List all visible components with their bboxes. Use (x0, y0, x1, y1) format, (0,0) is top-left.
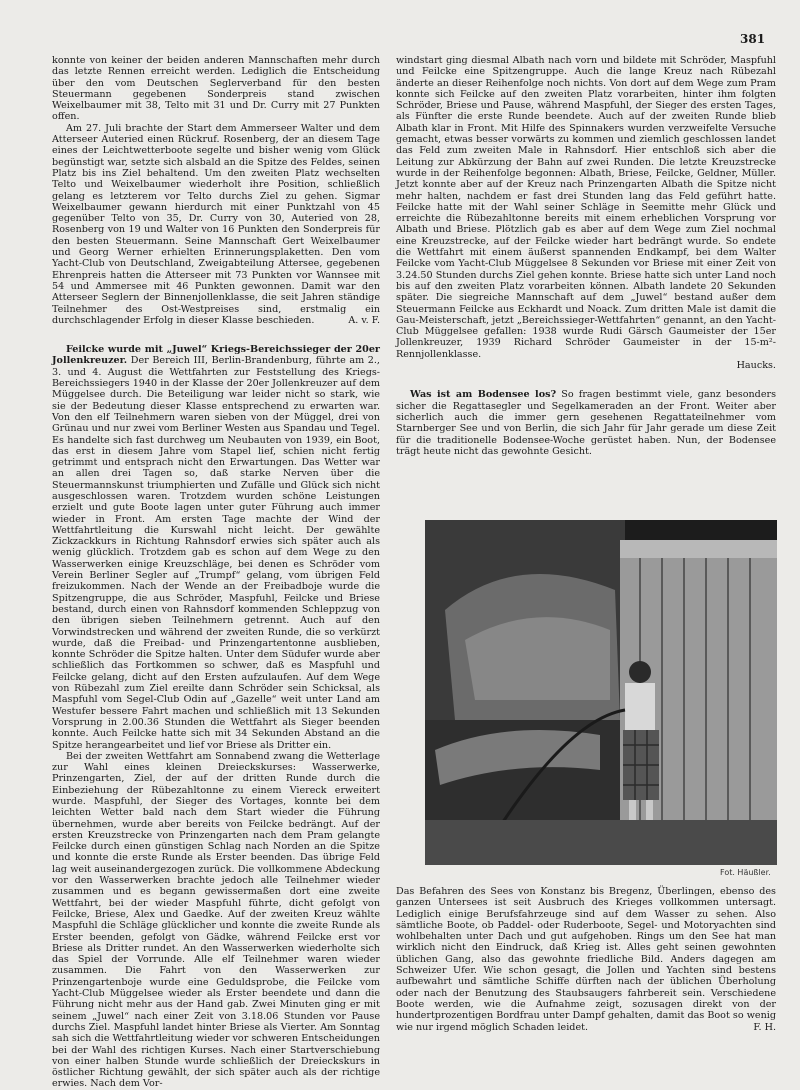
paragraph: Am 27. Juli brachte der Start dem Ammerseer Walter und dem Atterseer Auteried einen Rückruf. Rosenberg, der an diesem Tage eines der Leichtwetterboote segelte und bisher wenig vom Glück begünstigt war, setzte sich alsbald an die Spitze des Feldes, seinen Platz bis ins Ziel behaltend. Um den zweiten Platz wechselten Telto und Weixelbaumer wiederholt ihre Position, schließlich gelang es letzterem vor Telto durchs Ziel zu gehen. Sigmar Weixelbaumer gewann hierdurch mit einer Punktzahl von 45 gegenüber Telto von 35, Dr. Curry von 30, Auteried von 28, Rosenberg von 19 und Walter von 16 Punkten den Sonderpreis für den besten Steuermann. Seine Mannschaft Gert Weixelbaumer und Georg Werner erhielten Erinnerungsplaketten. Den vom Yacht-Club von Deutschland, Zweigabteilung Attersee, gegebenen Ehrenpreis hatten die Atterseer mit 73 Punkten vor Wannsee mit 54 und Ammersee mit 46 Punkten gewonnen. Damit war den Atterseer Seglern der Binnenjollenklasse, die seit Jahren ständige Teilnehmer des Ost-Westpreises sind, erstmalig ein durchschlagender Erfolg in dieser Klasse beschieden. A. v. F. (52, 122, 380, 326)
boathouse-photo (425, 520, 777, 865)
paragraph: Bei der zweiten Wettfahrt am Sonnabend zwang die Wetterlage zur Wahl eines kleinen Dreieckskurses: Wasserwerke, Prinzengarten, Ziel, der auf der dritten Runde durch die Einbeziehung der Rübezahltonne zu einem Viereck erweitert wurde. Maspfuhl, der Sieger des Vortages, konnte bei dem leichten Wetter bald nach dem Start wieder die Führung übernehmen, wurde aber bereits von Feilcke bedrängt. Auf der ersten Kreuzstrecke von Prinzengarten nach dem Pram gelangte Feilcke durch einen günstigen Schlag nach Norden an die Spitze und konnte die erste Runde als Erster beenden. Das übrige Feld lag weit auseinandergezogen zurück. Die vollkommene Abdeckung vor den Wasserwerken brachte jedoch alle Teilnehmer wieder zusammen und es begann gewissermaßen dort eine zweite Wettfahrt, bei der wieder Maspfuhl führte, dicht gefolgt von Feilcke, Briese, Alex und Gaedke. Auf der zweiten Kreuz wählte Maspfuhl die Schläge glücklicher und konnte die zweite Runde als Erster beenden, gefolgt von Gädke, während Feilcke erst vor Briese als Dritter rundet. An den Wasserwerken wiederholte sich das Spiel der Vorrunde. Alle elf Teilnehmer waren wieder zusammen. Die Fahrt von den Wasserwerken zur Prinzengartenboje wurde eine Geduldsprobe, die Feilcke vom Yacht-Club Müggelsee wieder als Erster beendete und dann die Führung nicht mehr aus der Hand gab. Zwei Minuten ging er mit seinem „Juwel“ nach einer Zeit von 3.18.06 Stunden vor Pause durchs Ziel. Maspfuhl landet hinter Briese als Vierter. Am Sonntag sah sich die Wettfahrtleitung wieder vor schweren Entscheidungen bei der Wahl des richtigen Kurses. Nach einer Startverschiebung von einer halben Stunde wurde schließlich der Dreieckskurs in östlicher Richtung gewählt, der sich später auch als der richtige erwies. Nach dem Vor- (52, 750, 380, 1090)
article-heading: Feilcke wurde mit „Juwel“ Kriegs-Bereichssieger der 20er Jollenkreuzer. (52, 344, 380, 367)
author-signature: A. v. F. (348, 314, 380, 326)
author-signature: F. H. (753, 1021, 776, 1033)
paragraph: windstart ging diesmal Albath nach vorn und bildete mit Schröder, Maspfuhl und Feilcke eine Spitzengruppe. Auch die lange Kreuz nach Rübezahl änderte an dieser Reihenfolge noch nichts. Von dort auf dem Wege zum Pram konnte sich Feilcke auf den zweiten Platz vorarbeiten, hinter ihm folgten Schröder, Briese und Pause, während Maspfuhl, der Sieger des ersten Tages, als Fünfter die erste Runde beendete. Auch auf der zweiten Runde blieb Albath klar in Front. Mit Hilfe des Spinnakers wurden verzweifelte Versuche gemacht, etwas besser vorwärts zu kommen und ziemlich geschlossen landet das Feld zum zweiten Male in Rahnsdorf. Hier entschloß sich aber die Leitung zur Abkürzung der Bahn auf zwei Runden. Die letzte Kreuzstrecke wurde in der Reihenfolge begonnen: Albath, Briese, Feilcke, Geldner, Müller. Jetzt konnte aber auf der Kreuz nach Prinzengarten Albath die Spitze nicht mehr halten, nachdem er fast drei Stunden lang das Feld geführt hatte. Feilcke hatte mit der Wahl seiner Schläge in Seemitte mehr Glück und erreichte die Rübezahltonne bereits mit einem erheblichen Vorsprung vor Albath und Briese. Plötzlich gab es aber auf dem Wege zum Ziel nochmal eine Kreuzstrecke, auf der Feilcke wieder hart bedrängt wurde. So endete die Wettfahrt mit einem äußerst spannenden Endkampf, bei dem Walter Feilcke vom Yacht-Club Müggelsee 8 Sekunden vor Briese mit einer Zeit von 3.24.50 Stunden durchs Ziel gehen konnte. Briese hatte sich unter Land noch bis auf den zweiten Platz vorarbeiten können. Albath landete 20 Sekunden später. Die siegreiche Mannschaft auf dem „Juwel“ bestand außer dem Steuermann Feilcke aus Eckhardt und Noack. Zum dritten Male ist damit die Gau-Meisterschaft, jetzt „Bereichssieger-Wettfahrten“ genannt, an den Yacht-Club Müggelsee gefallen: 1938 wurde Rudi Gärsch Gaumeister der 15er Jollenkreuzer, 1939 Richard Schröder Gaumeister in der 15-m²-Rennjollenklasse. (396, 55, 776, 360)
photo-credit: Fot. Häußler. (720, 868, 771, 877)
paragraph: Das Befahren des Sees von Konstanz bis Bregenz, Überlingen, ebenso des ganzen Untersees ist seit Ausbruch des Krieges vollkommen untersagt. Lediglich einige Berufsfahrzeuge sind auf dem Wasser zu sehen. Also sämtliche Boote, ob Paddel- oder Ruderboote, Segel- und Motoryachten sind wohlbehalten unter Dach und gut aufgehoben. Rings um den See hat man wirklich nicht den Eindruck, daß Krieg ist. Alles geht seinen gewohnten üblichen Gang, also das gewohnte friedliche Bild. Anders dagegen am Schweizer Ufer. Wie schon gesagt, die Jollen und Yachten sind bestens aufbewahrt und sämtliche Schiffe dürften nach der üblichen Überholung oder nach der Benutzung des Staubsaugers fahrbereit sein. Verschiedene Boote werden, wie die Aufnahme zeigt, sozusagen direkt von der hundertprozentigen Bordfrau unter Dampf gehalten, damit das Boot so wenig wie nur irgend möglich Schaden leidet. F. H. (396, 886, 776, 1033)
paragraph: konnte von keiner der beiden anderen Mannschaften mehr durch das letzte Rennen erreicht werden. Lediglich die Entscheidung über den vom Deutschen Seglerverband für den besten Steuermann gegebenen Sonderpreis stand zwischen Weixelbaumer mit 38, Telto mit 31 und Dr. Curry mit 27 Punkten offen. (52, 55, 380, 123)
article-heading: Was ist am Bodensee los? (410, 389, 557, 401)
article-paragraph: Feilcke wurde mit „Juwel“ Kriegs-Bereichssieger der 20er Jollenkreuzer. Der Bereich III, Berlin-Brandenburg, führte am 2., 3. und 4. August die Wettfahrten zur Feststellung des Kriegs-Bereichssiegers 1940 in der Klasse der 20er Jollenkreuzer auf dem Müggelsee durch. Die Beteiligung war leider nicht so stark, wie sie der Bedeutung dieser Klasse entsprechend zu erwarten war. Von den elf Teilnehmern waren sieben von der Müggel, drei von Grünau und nur zwei vom Berliner Westen aus Spandau und Tegel. Es handelte sich fast durchweg um Neubauten von 1939, ein Boot, das erst in diesem Jahre vom Stapel lief, schien nicht fertig getrimmt und entsprach nicht den Erwartungen. Das Wetter war an allen drei Tagen so, daß starke Nerven über die Steuermannskunst triumphierten und Zufälle und Glück sich nicht ausgeschlossen waren. Trotzdem wurden schöne Leistungen erzielt und gute Boote lagen unter guter Führung auch immer wieder in Front. Am ersten Tage machte der Wind der Wettfahrtleitung die Kurswahl nicht leicht. Der gewählte Zickzackkurs in Richtung Rahnsdorf erwies sich später auch als wenig glücklich. Trotzdem gab es schon auf dem Wege zu den Wasserwerken einige Kreuzschläge, bei denen es Schröder vom Verein Berliner Segler auf „Trumpf“ gelang, vom übrigen Feld freizukommen. Nach der Wende an der Freibadboje wurde die Spitzengruppe, die aus Schröder, Maspfuhl, Feilcke und Briese bestand, durch einen von Rahnsdorf kommenden Schleppzug von den übrigen sieben Teilnehmern getrennt. Auch auf den Vorwindstrecken und während der zweiten Runde, die so verkürzt wurde, daß die Freibad- und Prinzengartentonne ausblieben, konnte Schröder die Spitze halten. Unter dem Südufer wurde aber schließlich das Fortkommen so schwer, daß es Maspfuhl und Feilcke gelang, dicht auf den Ersten aufzulaufen. Auf dem Wege von Rübezahl zum Ziel ereilte dann Schröder sein Schicksal, als Maspfuhl vom Segel-Club Odin auf „Gazelle“ weit unter Land am Westufer bessere Fahrt machen und schließlich mit 13 Sekunden Vorsprung in 2.00.36 Stunden die Wettfahrt als Sieger beenden konnte. Auch Feilcke hatte sich mit 34 Sekunden Abstand an die Spitze herangearbeitet und lief vor Briese als Dritter ein. (52, 344, 380, 751)
right-column (396, 55, 776, 457)
boathouse-photo-illustration (425, 520, 777, 865)
page-number: 381 (740, 32, 766, 46)
right-column-bottom (396, 886, 776, 1033)
left-column (52, 55, 380, 1090)
article-paragraph: Was ist am Bodensee los? So fragen bestimmt viele, ganz besonders sicher die Regattasegler und Segelkameraden an der Front. Weiter aber sicherlich auch die immer gern gesehenen Regattateilnehmer vom Starnberger See und von Berlin, die sich Jahr für Jahr gerade um diese Zeit für die traditionelle Bodensee-Woche gerüstet haben. Nun, der Bodensee trägt heute nicht das gewohnte Gesicht. (396, 389, 777, 457)
author-signature: Haucks. (736, 360, 776, 372)
